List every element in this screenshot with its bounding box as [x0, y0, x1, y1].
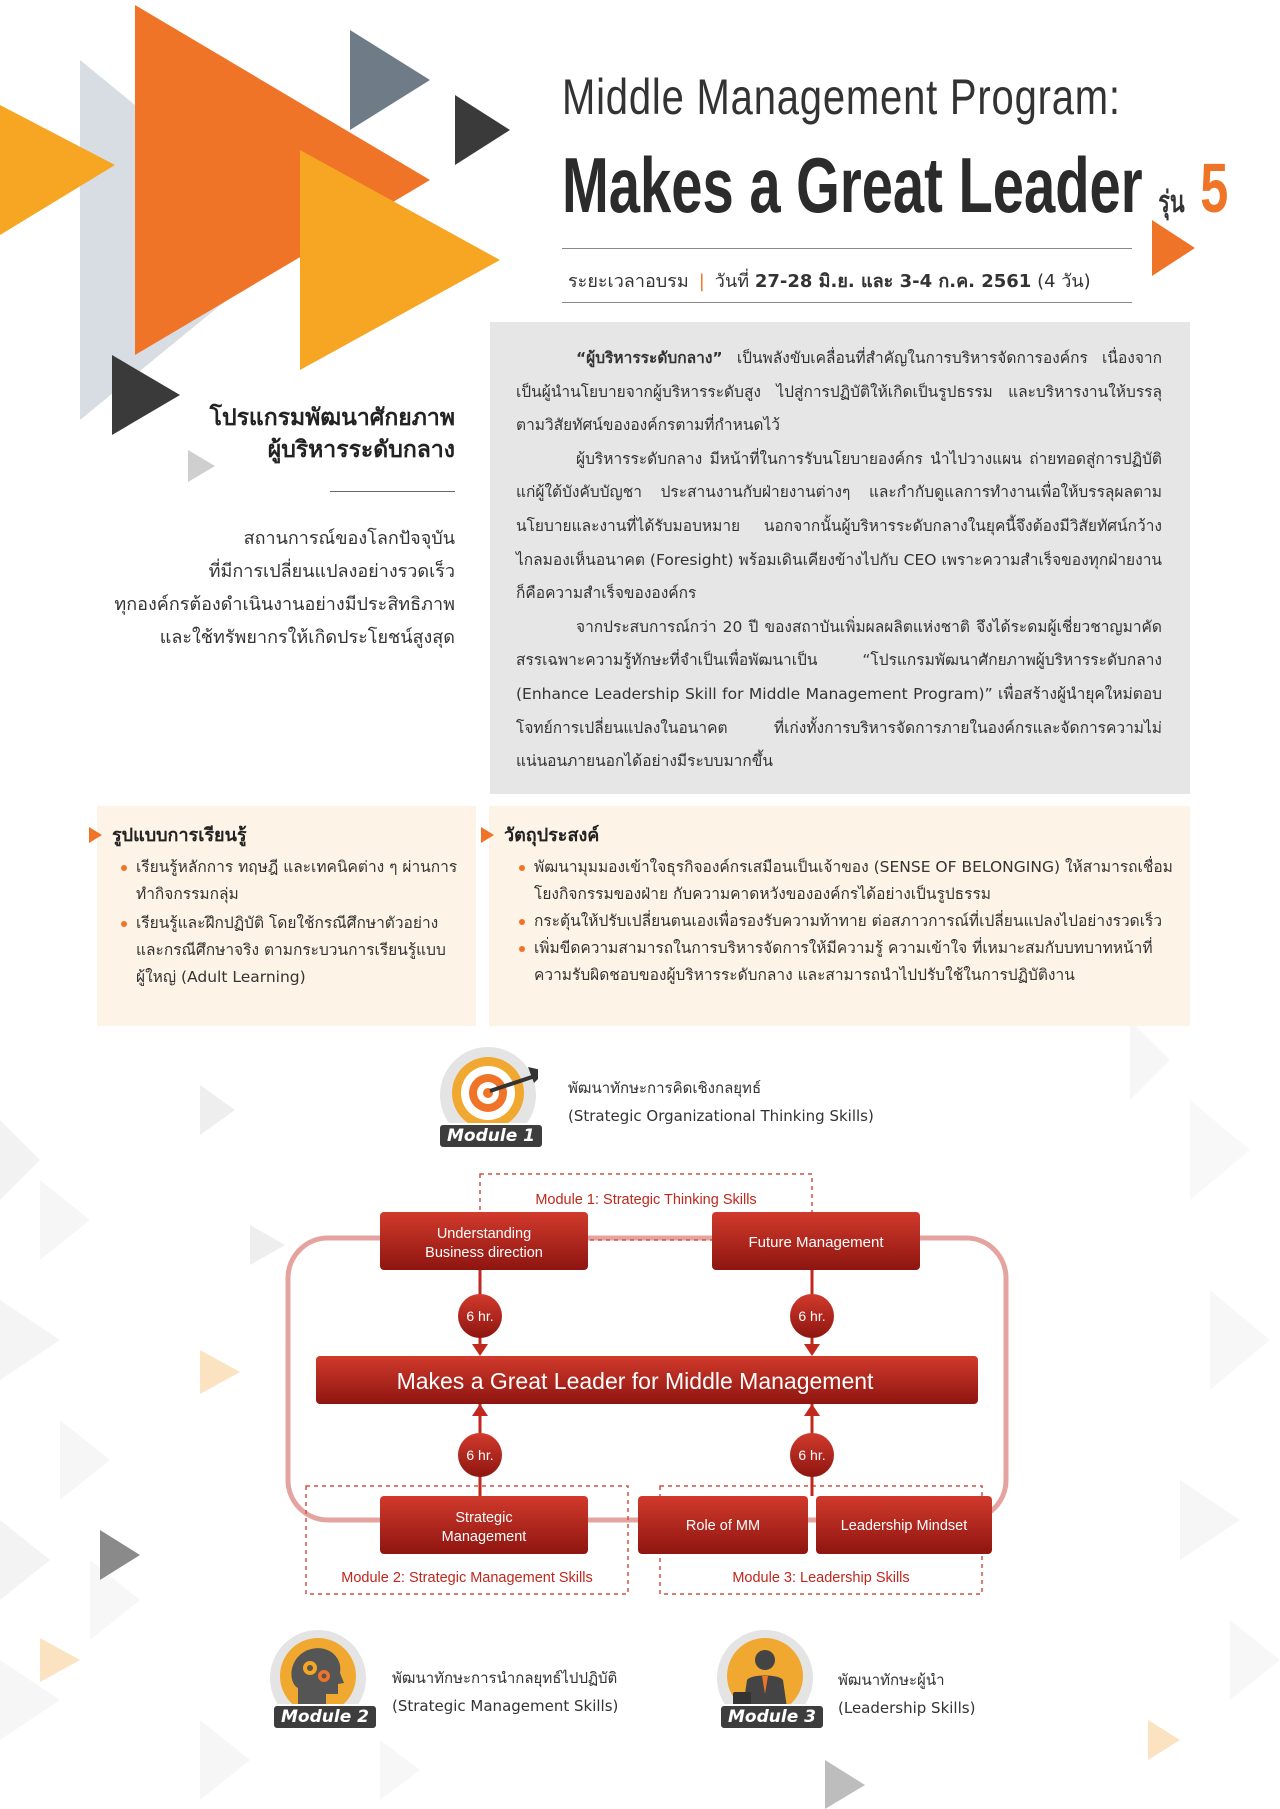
triangle-grey-bottom: [825, 1760, 865, 1809]
arrow-down: [472, 1344, 488, 1356]
hour-label: 6 hr.: [466, 1447, 494, 1463]
box-strategic-line1: Strategic: [455, 1510, 513, 1526]
module1-badge: Module 1: [438, 1123, 544, 1149]
module2-label: Module 2: Strategic Management Skills: [341, 1570, 593, 1586]
box-understanding-line2: Business direction: [425, 1245, 543, 1261]
program-title: Middle Management Program:: [562, 69, 1121, 125]
schedule-line: [568, 266, 1091, 295]
subtitle-text: Makes a Great Leader: [562, 141, 1143, 229]
module1-block: [438, 1045, 548, 1155]
hour-label: 6 hr.: [798, 1447, 826, 1463]
triangle-grey-top: [350, 30, 430, 130]
module3-caption: [838, 1666, 975, 1722]
list-item: พัฒนามุมมองเข้าใจธุรกิจองค์กรเสมือนเป็นเจ้าของ (SENSE OF BELONGING) ให้สามารถเชื่อมโยงกิจกรรมของฝ่าย กับความคาดหวังขององค์กรได้อย่างเป็นรูปธรรม: [517, 854, 1177, 908]
left-text-line: ทุกองค์กรต้องดำเนินงานอย่างมีประสิทธิภาพ: [114, 594, 455, 615]
triangle-faint-1: [200, 1085, 235, 1135]
box-role-text: Role of MM: [685, 1518, 761, 1534]
triangle-grey-left: [100, 1530, 140, 1580]
schedule-separator: |: [698, 271, 705, 292]
header-rule-bottom: [562, 302, 1132, 303]
module3-block: [715, 1628, 825, 1738]
module1-caption-th: พัฒนาทักษะการคิดเชิงกลยุทธ์: [568, 1079, 762, 1097]
box-strategic-line2: Management: [441, 1529, 527, 1545]
module3-caption-en: (Leadership Skills): [838, 1699, 976, 1717]
left-intro-text: [80, 522, 455, 654]
hour-label: 6 hr.: [798, 1308, 826, 1324]
list-item: กระตุ้นให้ปรับเปลี่ยนตนเองเพื่อรองรับความท้าทาย ต่อสภาวการณ์ที่เปลี่ยนแปลงไปอย่างรวดเร็ว: [517, 908, 1177, 935]
intro-paragraph-2: [490, 443, 1190, 611]
box-leadership-text: Leadership Mindset: [840, 1518, 968, 1534]
program-subtitle: [562, 140, 1228, 231]
header-rule-top: [562, 248, 1132, 249]
learning-format-box: [97, 806, 476, 1026]
learning-heading: [89, 820, 247, 849]
module1-label: Module 1: Strategic Thinking Skills: [535, 1192, 757, 1208]
intro-p2-text: ผู้บริหารระดับกลาง มีหน้าที่ในการรับนโยบายองค์กร นำไปวางแผน ถ่ายทอดสู่การปฏิบัติแก่ผู้ใต้บังคับบัญชา ประสานงานกับฝ่ายงานต่างๆ และกำกับดูแลการทำงานเพื่อให้บรรลุผลตามนโยบายและงานที่ได้รับมอบหมาย นอกจากนั้นผู้บริหารระดับกลางในยุคนี้จึงต้องมีวิสัยทัศน์กว้างไกลมองเห็นอนาคต (Foresight) พร้อมเดินเคียงข้างไปกับ CEO เพราะความสำเร็จของทุกฝ่ายงานก็คือความสำเร็จขององค์กร: [516, 449, 1162, 603]
triangle-lightyellow-2: [40, 1638, 80, 1682]
left-divider: [330, 491, 455, 492]
objectives-heading: [481, 820, 599, 849]
triangle-lightyellow-1: [200, 1350, 240, 1394]
arrow-icon: [89, 827, 102, 843]
module3-label: Module 3: Leadership Skills: [732, 1570, 910, 1586]
module-diagram: [280, 1160, 1020, 1610]
intro-p1-text: เป็นพลังขับเคลื่อนที่สำคัญในการบริหารจัดการองค์กร เนื่องจากเป็นผู้นำนโยบายจากผู้บริหารระดับสูง ไปสู่การปฏิบัติให้เกิดเป็นรูปธรรม และบริหารงานให้บรรลุตามวิสัยทัศน์ขององค์กรตามที่กำหนดไว้: [516, 349, 1162, 435]
module2-caption-en: (Strategic Management Skills): [392, 1697, 619, 1715]
module1-caption-en: (Strategic Organizational Thinking Skills): [568, 1107, 874, 1125]
arrow-up: [804, 1404, 820, 1416]
arrow-icon: [481, 827, 494, 843]
intro-paragraph-1: [490, 322, 1190, 443]
hour-label: 6 hr.: [466, 1308, 494, 1324]
box-understanding-line1: Understanding: [436, 1226, 532, 1242]
learning-list: [119, 854, 464, 991]
schedule-prefix: วันที่: [714, 271, 750, 292]
left-text-line: สถานการณ์ของโลกปัจจุบัน: [243, 528, 455, 549]
intro-paragraph-3: [490, 611, 1190, 779]
batch-prefix: รุ่น: [1158, 186, 1185, 219]
intro-box: [490, 322, 1190, 794]
schedule-days: (4 วัน): [1037, 271, 1091, 292]
triangle-lightyellow-3: [1148, 1720, 1180, 1760]
module1-caption: [568, 1074, 874, 1130]
list-item: เรียนรู้หลักการ ทฤษฎี และเทคนิคต่าง ๆ ผ่านการทำกิจกรรมกลุ่ม: [119, 854, 464, 908]
list-item: เพิ่มขีดความสามารถในการบริหารจัดการให้มีความรู้ ความเข้าใจ ที่เหมาะสมกับบทบาทหน้าที่ความรับผิดชอบของผู้บริหารระดับกลาง และสามารถนำไปปรับใช้ในการปฏิบัติงาน: [517, 935, 1177, 989]
intro-bold-term: “ผู้บริหารระดับกลาง”: [576, 349, 723, 367]
objectives-heading-text: วัตถุประสงค์: [504, 825, 600, 846]
left-heading-line1: โปรแกรมพัฒนาศักยภาพ: [209, 405, 455, 431]
box-future-text: Future Management: [748, 1234, 884, 1251]
learning-heading-text: รูปแบบการเรียนรู้: [112, 825, 247, 846]
arrow-up: [472, 1404, 488, 1416]
intro-p3-text: จากประสบการณ์กว่า 20 ปี ของสถาบันเพิ่มผลผลิตแห่งชาติ จึงได้ระดมผู้เชี่ยวชาญมาคัดสรรเฉพาะความรู้ทักษะที่จำเป็นเพื่อพัฒนาเป็น “โปรแกรมพัฒนาศักยภาพผู้บริหารระดับกลาง (Enhance Leadership Skill for Middle Management Program)” เพื่อสร้างผู้นำยุคใหม่ตอบโจทย์การเปลี่ยนแปลงในอนาคต ที่เก่งทั้งการบริหารจัดการภายในองค์กรและจัดการความไม่แน่นอนภายนอกได้อย่างมีระบบมากขึ้น: [516, 617, 1162, 771]
module2-badge: Module 2: [272, 1704, 378, 1730]
arrow-down: [804, 1344, 820, 1356]
module3-badge: Module 3: [719, 1704, 825, 1730]
left-text-line: และใช้ทรัพยากรให้เกิดประโยชน์สูงสุด: [159, 627, 455, 648]
objectives-list: [517, 854, 1177, 989]
left-heading: [150, 402, 455, 466]
left-heading-line2: ผู้บริหารระดับกลาง: [267, 437, 455, 463]
list-item: เรียนรู้และฝึกปฏิบัติ โดยใช้กรณีศึกษาตัวอย่างและกรณีศึกษาจริง ตามกระบวนการเรียนรู้แบบผู้ใหญ่ (Adult Learning): [119, 910, 464, 991]
module2-caption-th: พัฒนาทักษะการนำกลยุทธ์ไปปฏิบัติ: [392, 1669, 618, 1687]
module2-block: [268, 1628, 378, 1738]
schedule-dates: 27-28 มิ.ย. และ 3-4 ก.ค. 2561: [754, 271, 1032, 292]
left-text-line: ที่มีการเปลี่ยนแปลงอย่างรวดเร็ว: [208, 561, 455, 582]
schedule-label: ระยะเวลาอบรม: [568, 271, 689, 292]
batch-number: 5: [1200, 149, 1229, 227]
center-title: Makes a Great Leader for Middle Management: [396, 1368, 874, 1394]
triangle-dark-top: [455, 95, 510, 165]
objectives-box: [489, 806, 1190, 1026]
module3-caption-th: พัฒนาทักษะผู้นำ: [838, 1671, 945, 1689]
module2-caption: [392, 1664, 618, 1720]
